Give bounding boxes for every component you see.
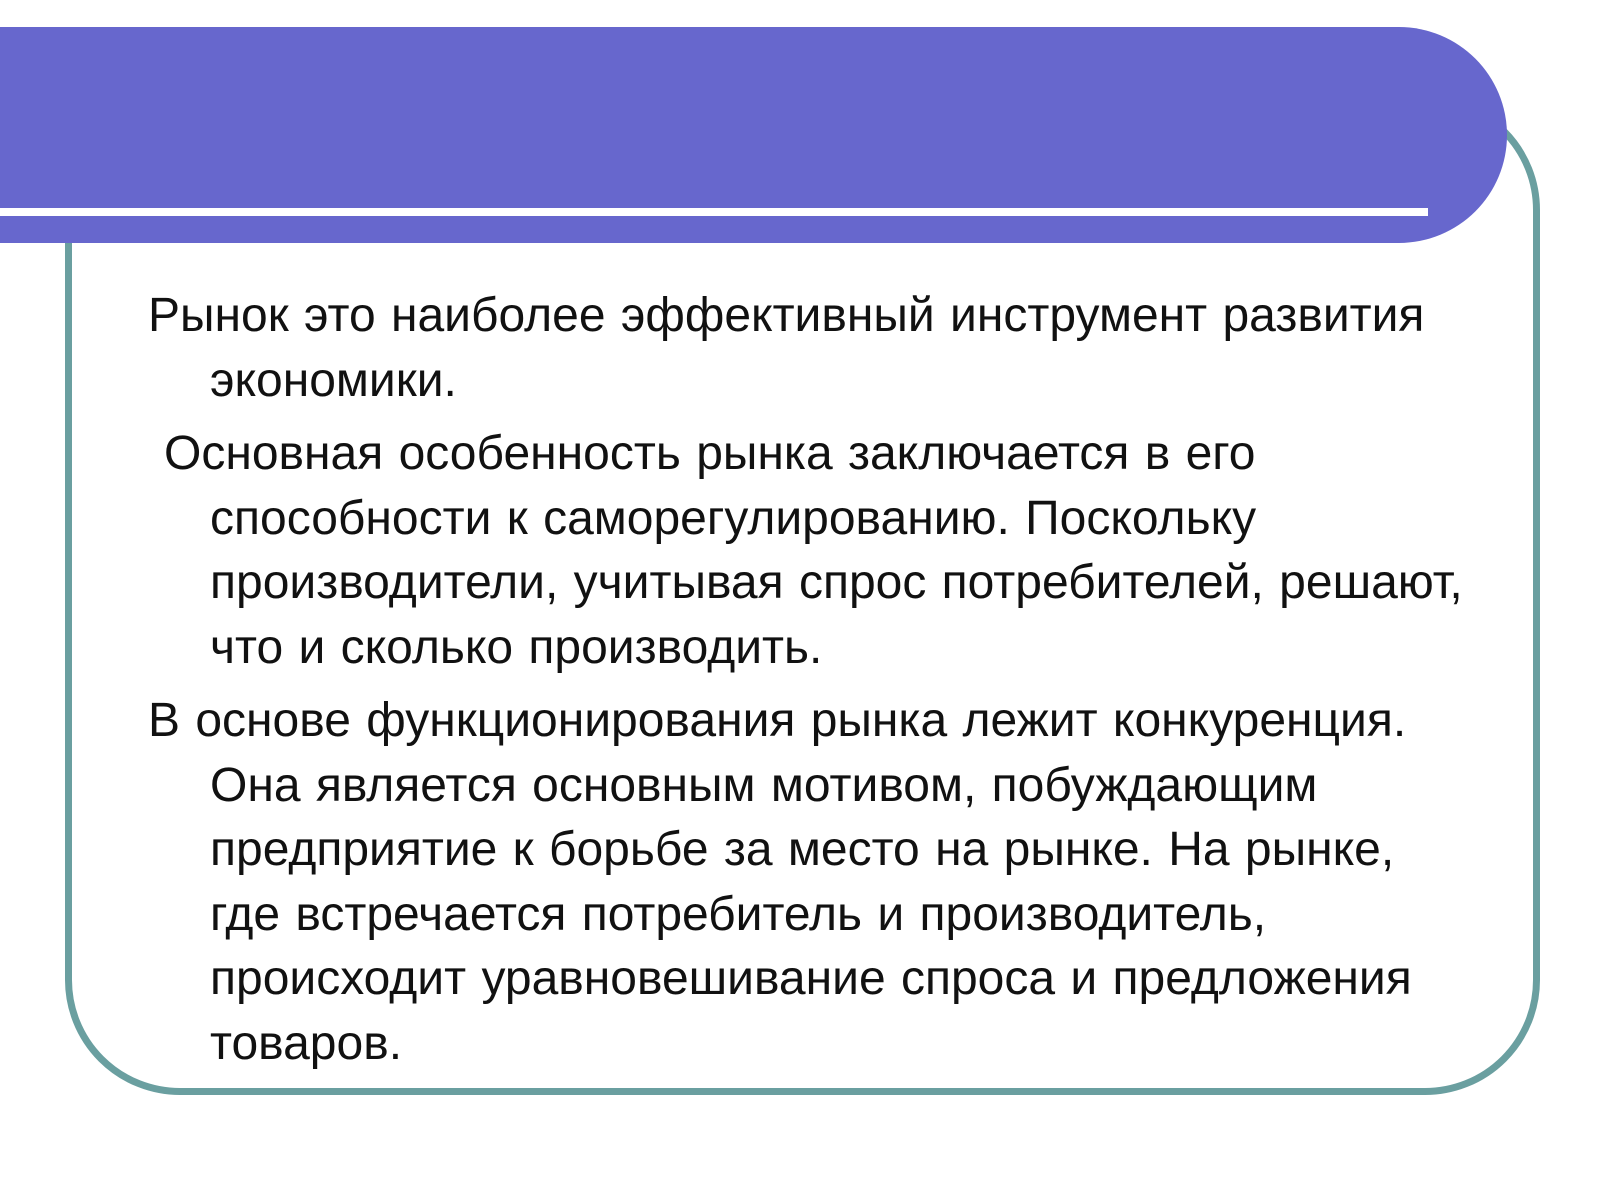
title-underline: [0, 208, 1428, 216]
paragraph-self-regulation: Основная особенность рынка заключается в его способности к саморегулированию. Поскольку производители, учитывая спрос потребителей, решают, что и сколько производить.: [164, 427, 1463, 674]
paragraph-market-definition: Рынок это наиболее эффективный инструмент развития экономики.: [148, 289, 1425, 407]
paragraph-competition: В основе функционирования рынка лежит конкуренция. Она является основным мотивом, побуждающим предприятие к борьбе за место на рынке. На рынке, где встречается потребитель и производитель, происходит уравновешивание спроса и предложения товаров.: [148, 694, 1412, 1070]
slide-body: [148, 284, 1468, 1085]
